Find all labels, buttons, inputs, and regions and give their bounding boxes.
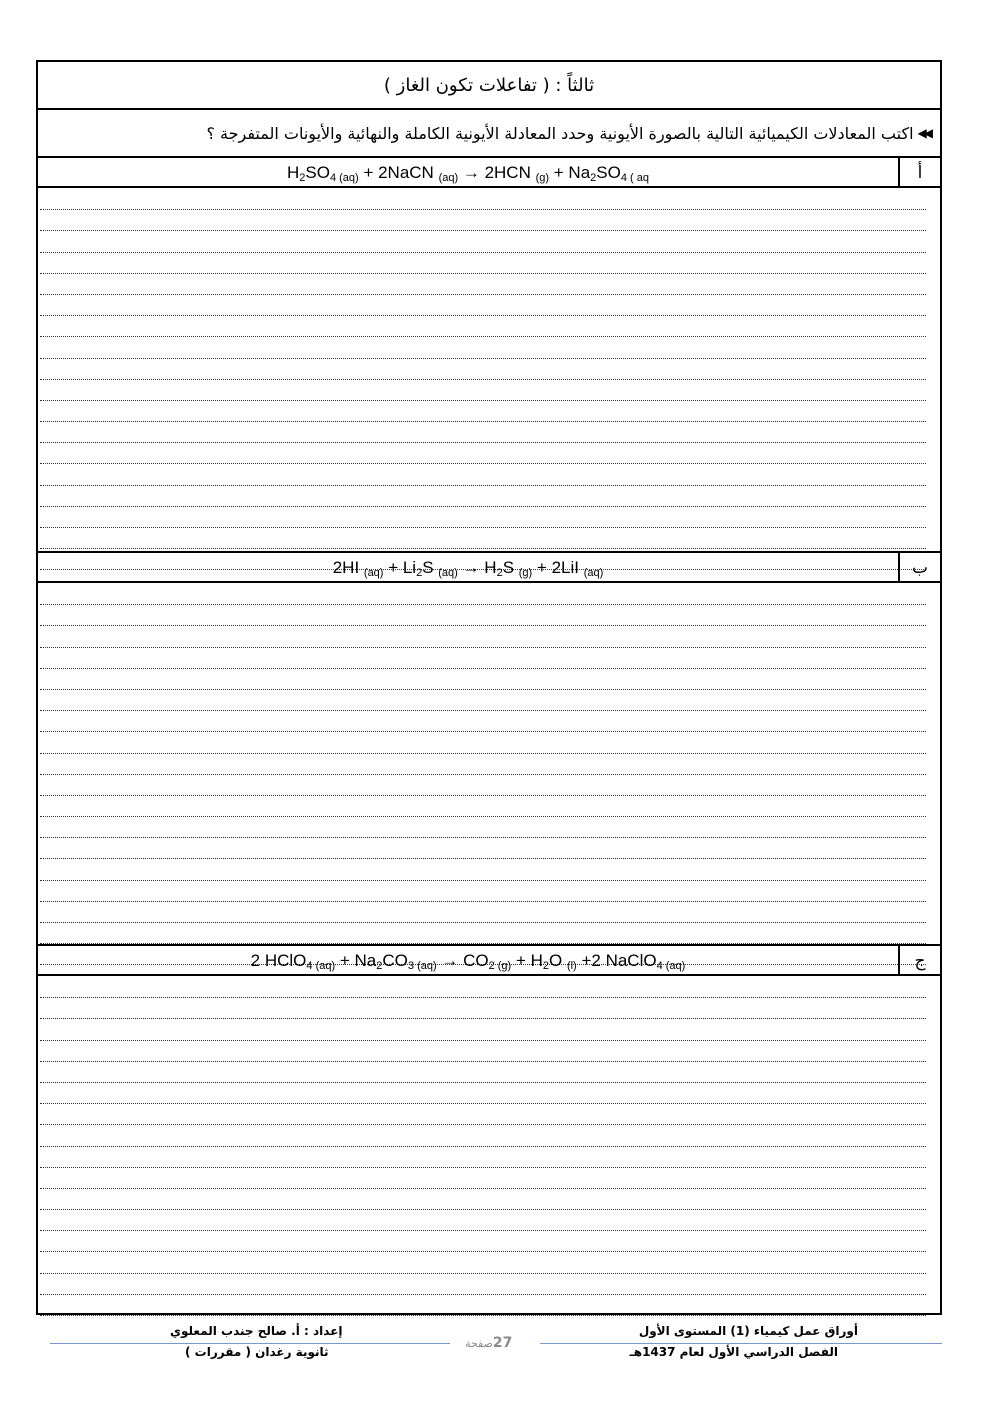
section-letter-c: ج (914, 951, 926, 971)
answer-lines-b[interactable] (40, 584, 926, 965)
page-footer (0, 1315, 992, 1403)
equation-row-c (38, 946, 940, 976)
equation-c: 2 HClO$_{4 (aq)}$ + $Na_2CO_{3 (aq)} \to CO_{2 (g)} + H_2O$ $_{(l)}$ +2 NaClO$_{4 (aq)}$ (38, 946, 900, 974)
answer-lines-a[interactable] (40, 189, 926, 570)
footer-rule-right (540, 1343, 942, 1344)
footer-author: إعداد : أ. صالح جندب المعلوي (170, 1324, 343, 1338)
equation-row-b (38, 553, 940, 583)
equation-row-a (38, 158, 940, 188)
instruction-text: اكتب المعادلات الكيميائية التالية بالصورة الأيونية وحدد المعادلة الأيونية الكاملة والنهائية والأيونات المتفرجة ؟ (206, 123, 914, 143)
answer-lines-c[interactable] (40, 977, 926, 1316)
footer-course-title: أوراق عمل كيمياء (1) المستوى الأول (638, 1324, 858, 1338)
worksheet-frame (36, 60, 942, 1315)
section-letter-a: أ (917, 163, 923, 183)
instruction-row (38, 110, 940, 158)
equation-b: 2HI $_{(aq)} + Li_2S$ $_{(aq)} \to H_2S$ $_{(g)}$ + 2LiI $_{(aq)}$ (38, 553, 900, 581)
equation-a: $H_2SO_{4 (aq)}$ + 2NaCN $_{(aq)}$ → 2HCN $_{(g)} + Na_2SO_{4 ( aq}$ (38, 158, 900, 186)
section-letter-b: ب (911, 558, 928, 578)
double-arrow-icon: ◀◀ (917, 126, 930, 140)
footer-school: ثانوية رغدان ( مقررات ) (185, 1345, 329, 1359)
title-text: ثالثاً : ( تفاعلات تكون الغاز ) (383, 74, 595, 96)
footer-rule-left (50, 1343, 450, 1344)
footer-term: الفصل الدراسي الأول لعام 1437هـ (629, 1345, 838, 1359)
section-title (38, 62, 940, 110)
page-number: 27صفحة (465, 1335, 513, 1351)
